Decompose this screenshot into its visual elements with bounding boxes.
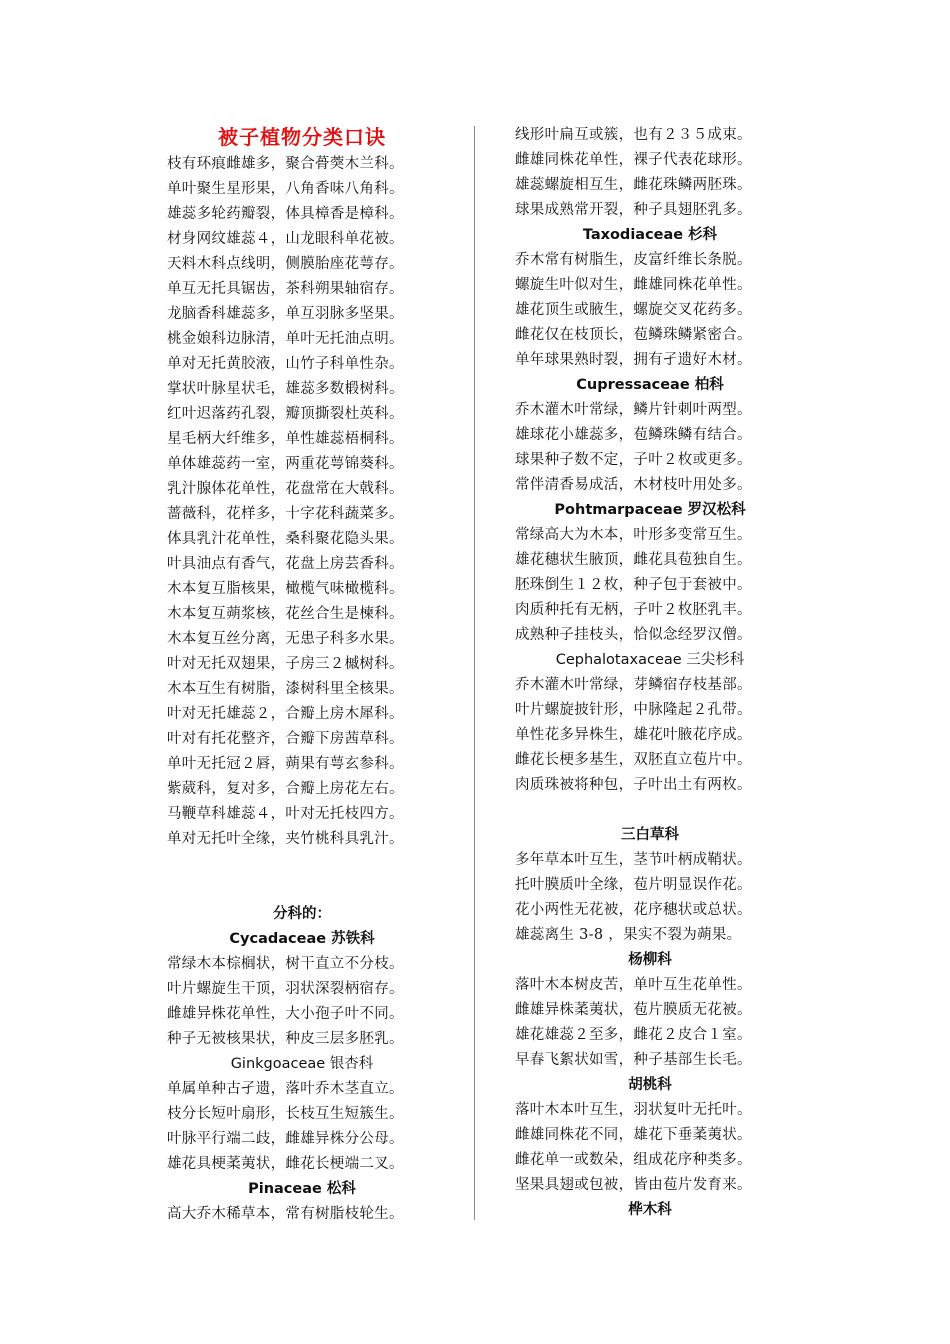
verse-line: 枝有环痕雌雄多，聚合蓇葖木兰科。 <box>167 156 404 172</box>
heading-cycadaceae: Cycadaceae 苏铁科 <box>229 931 375 947</box>
verses-ginkgoaceae <box>167 1077 437 1177</box>
verse-line: 龙脑香科雄蕊多，单互羽脉多坚果。 <box>167 306 404 322</box>
verses-cupressaceae <box>515 398 785 498</box>
page-title: 被子植物分类口诀 <box>218 125 386 149</box>
verse-line: 球果成熟常开裂，种子具翅胚乳多。 <box>515 202 752 218</box>
heading-cephalotaxaceae: Cephalotaxaceae 三尖杉科 <box>555 652 745 668</box>
verse-line: 叶对有托花整齐，合瓣下房茜草科。 <box>167 731 404 747</box>
verse-line: 单叶无托冠２唇，蒴果有萼玄参科。 <box>167 756 404 772</box>
verse-line: 托叶膜质叶全缘，苞片明显误作花。 <box>515 877 752 893</box>
verse-line: 叶对无托双翅果，子房三２槭树科。 <box>167 656 404 672</box>
verse-line: 木本复互脂核果，橄榄气味橄榄科。 <box>167 581 404 597</box>
verse-line: 雌花单一或数朵，组成花序种类多。 <box>515 1152 752 1168</box>
verse-line: 马鞭草科雄蕊４，叶对无托枝四方。 <box>167 806 404 822</box>
verse-line: 雄蕊离生 3-8 ，果实不裂为蒴果。 <box>515 927 742 943</box>
heading-juglandaceae: 胡桃科 <box>628 1077 672 1093</box>
verse-line: 成熟种子挂枝头，恰似念经罗汉僧。 <box>515 627 752 643</box>
verse-line: 早春飞絮状如雪，种子基部生长毛。 <box>515 1052 752 1068</box>
verse-line: 单叶聚生星形果，八角香味八角科。 <box>167 181 404 197</box>
verse-line: 乔木灌木叶常绿，鳞片针刺叶两型。 <box>515 402 752 418</box>
heading-pinaceae: Pinaceae 松科 <box>248 1181 356 1197</box>
verse-line: 常绿木本棕榈状，树干直立不分枝。 <box>167 956 404 972</box>
verse-line: 多年草本叶互生，茎节叶柄成鞘状。 <box>515 852 752 868</box>
verse-line: 雄蕊螺旋相互生，雌花珠鳞两胚珠。 <box>515 177 752 193</box>
verse-line: 雄花雄蕊２至多，雌花２皮合１室。 <box>515 1027 752 1043</box>
heading-podocarpaceae: Pohtmarpaceae 罗汉松科 <box>554 502 746 518</box>
verses-cephalotaxaceae <box>515 673 785 798</box>
verse-line: 乔木常有树脂生，皮富纤维长条脱。 <box>515 252 752 268</box>
verse-line: 肉质珠被将种包，子叶出土有两枚。 <box>515 777 752 793</box>
verse-line: 胚珠倒生１２枚，种子包于套被中。 <box>515 577 752 593</box>
verse-line: 掌状叶脉星状毛，雄蕊多数椴树科。 <box>167 381 404 397</box>
verse-line: 紫葳科，复对多，合瓣上房花左右。 <box>167 781 404 797</box>
verse-line: 雄花顶生或腋生，螺旋交叉花药多。 <box>515 302 752 318</box>
verses-saururaceae <box>515 848 785 948</box>
verse-line: 落叶木本叶互生，羽状复叶无托叶。 <box>515 1102 752 1118</box>
verse-line: 雄花具梗葇荑状，雌花长梗端二叉。 <box>167 1156 404 1172</box>
verse-line: 雌雄同株花单性，裸子代表花球形。 <box>515 152 752 168</box>
verse-line: 高大乔木稀草本，常有树脂枝轮生。 <box>167 1206 404 1222</box>
section-intro: 分科的： <box>273 906 331 922</box>
right-column <box>515 123 785 1223</box>
verses-pinaceae-continued <box>515 123 785 223</box>
verse-line: 肉质种托有无柄，子叶２枚胚乳丰。 <box>515 602 752 618</box>
heading-betulaceae: 桦木科 <box>628 1202 672 1218</box>
verse-line: 木本复互蒴浆核，花丝合生是楝科。 <box>167 606 404 622</box>
verse-line: 单对无托黄胶液，山竹子科单性杂。 <box>167 356 404 372</box>
verse-line: 枝分长短叶扇形，长枝互生短簇生。 <box>167 1106 404 1122</box>
heading-salicaceae: 杨柳科 <box>628 952 672 968</box>
verse-line: 叶具油点有香气，花盘上房芸香科。 <box>167 556 404 572</box>
angiosperm-verses <box>167 152 437 852</box>
left-column <box>167 123 437 1227</box>
verse-line: 叶脉平行端二歧，雌雄异株分公母。 <box>167 1131 404 1147</box>
verse-line: 坚果具翅或包被，皆由苞片发育来。 <box>515 1177 752 1193</box>
verse-line: 蔷薇科，花样多，十字花科蔬菜多。 <box>167 506 404 522</box>
verse-line: 雄球花小雄蕊多，苞鳞珠鳞有结合。 <box>515 427 752 443</box>
verses-taxodiaceae <box>515 248 785 373</box>
verse-line: 雌雄同株花不同，雄花下垂葇荑状。 <box>515 1127 752 1143</box>
verses-cycadaceae <box>167 952 437 1052</box>
verse-line: 单互无托具锯齿，茶科朔果轴宿存。 <box>167 281 404 297</box>
verse-line: 螺旋生叶似对生，雌雄同株花单性。 <box>515 277 752 293</box>
verse-line: 线形叶扁互或簇，也有２３５成束。 <box>515 127 752 143</box>
heading-saururaceae: 三白草科 <box>621 827 679 843</box>
verse-line: 种子无被核果状，种皮三层多胚乳。 <box>167 1031 404 1047</box>
verse-line: 雌花仅在枝顶长，苞鳞珠鳞紧密合。 <box>515 327 752 343</box>
verse-line: 木本复互丝分离，无患子科多水果。 <box>167 631 404 647</box>
verse-line: 雄蕊多轮药瓣裂，体具樟香是樟科。 <box>167 206 404 222</box>
verse-line: 落叶木本树皮苦，单叶互生花单性。 <box>515 977 752 993</box>
verse-line: 叶片螺旋披针形，中脉隆起２孔带。 <box>515 702 752 718</box>
verse-line: 天料木科点线明，侧膜胎座花萼存。 <box>167 256 404 272</box>
verse-line: 雌花长梗多基生，双胚直立苞片中。 <box>515 752 752 768</box>
verse-line: 常绿高大为木本，叶形多变常互生。 <box>515 527 752 543</box>
verse-line: 乳汁腺体花单性，花盘常在大戟科。 <box>167 481 404 497</box>
verse-line: 乔木灌木叶常绿，芽鳞宿存枝基部。 <box>515 677 752 693</box>
verse-line: 材身网纹雄蕊４，山龙眼科单花被。 <box>167 231 404 247</box>
verse-line: 木本互生有树脂，漆树科里全核果。 <box>167 681 404 697</box>
verses-juglandaceae <box>515 1098 785 1198</box>
verses-pinaceae <box>167 1202 437 1227</box>
verse-line: 雌雄异株葇荑状，苞片膜质无花被。 <box>515 1002 752 1018</box>
heading-taxodiaceae: Taxodiaceae 杉科 <box>582 227 718 243</box>
verse-line: 雌雄异株花单性，大小孢子叶不同。 <box>167 1006 404 1022</box>
verses-podocarpaceae <box>515 523 785 648</box>
verse-line: 叶片螺旋生干顶，羽状深裂柄宿存。 <box>167 981 404 997</box>
verse-line: 单属单种古孑遗，落叶乔木茎直立。 <box>167 1081 404 1097</box>
verse-line: 星毛柄大纤维多，单性雄蕊梧桐科。 <box>167 431 404 447</box>
verses-salicaceae <box>515 973 785 1073</box>
verse-line: 球果种子数不定，子叶２枚或更多。 <box>515 452 752 468</box>
verse-line: 单对无托叶全缘，夹竹桃科具乳汁。 <box>167 831 404 847</box>
verse-line: 单年球果熟时裂，拥有孑遗好木材。 <box>515 352 752 368</box>
column-divider <box>474 126 475 1220</box>
verse-line: 单性花多异株生，雄花叶腋花序成。 <box>515 727 752 743</box>
verse-line: 体具乳汁花单性，桑科聚花隐头果。 <box>167 531 404 547</box>
verse-line: 雄花穗状生腋顶，雌花具苞独自生。 <box>515 552 752 568</box>
verse-line: 单体雄蕊药一室，两重花萼锦葵科。 <box>167 456 404 472</box>
heading-ginkgoaceae: Ginkgoaceae 银杏科 <box>230 1056 374 1072</box>
verse-line: 常伴清香易成活，木材枝叶用处多。 <box>515 477 752 493</box>
heading-cupressaceae: Cupressaceae 柏科 <box>576 377 724 393</box>
verse-line: 桃金娘科边脉清，单叶无托油点明。 <box>167 331 404 347</box>
verse-line: 红叶迟落药孔裂，瓣顶撕裂杜英科。 <box>167 406 404 422</box>
verse-line: 叶对无托雄蕊２，合瓣上房木犀科。 <box>167 706 404 722</box>
verse-line: 花小两性无花被，花序穗状或总状。 <box>515 902 752 918</box>
